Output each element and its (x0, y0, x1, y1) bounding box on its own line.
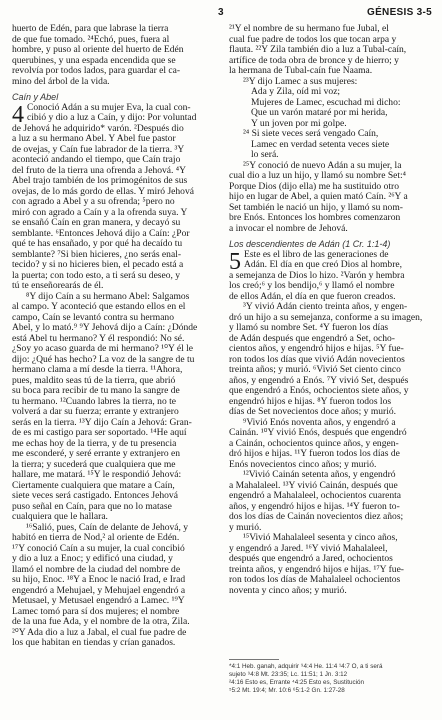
poetry-line: lo será. (251, 149, 279, 160)
text-line: la hermana de Tubal-caín fue Naama. (229, 65, 373, 76)
text-line: su hijo, Enoc. ¹⁸Y a Enoc le nació Irad, e Irad (12, 574, 186, 585)
text-line: a Cainán, ochocientos quince años, y engen- (229, 437, 399, 449)
text-line: ovejas, de lo más gordo de ellas. Y miró Jehová (12, 185, 194, 197)
text-line: al campo. Y aconteció que estando ellos en el (12, 301, 186, 312)
text-line: ²⁴ Si siete veces será vengado Caín, (243, 128, 379, 139)
text-line: habitó en tierra de Nod,² al oriente de Edén. (12, 532, 180, 543)
footnote-line: *4:1 Heb. ganah, adquirir ⁹4:4 He. 11:4 ¹4:7 O, a ti será (229, 663, 383, 670)
text-line: ¿Soy yo acaso guarda de mi hermano? ¹⁰Y él le (12, 343, 194, 354)
text-line: y llamó su nombre Set. ⁴Y fueron los días (229, 322, 389, 333)
text-line: Ciertamente cualquiera que matare a Caín, (12, 479, 175, 491)
text-line: semblante? ⁷Si bien hicieres, ¿no serás enal- (12, 248, 182, 260)
text-line: ²⁰Y Ada dio a luz a Jabal, el cual fue padre de (12, 626, 187, 638)
text-line: su boca para recibir de tu mano la sangre de (12, 385, 180, 396)
text-line: Metusael, y Metusael engendró a Lamec. ¹⁹Y (12, 595, 185, 606)
text-line: cualquiera que le hallara. (12, 511, 108, 522)
text-line: y dio a luz a Enoc; y edificó una ciudad, y (12, 553, 173, 564)
text-line: Enós novecientos cinco años; y murió. (229, 458, 377, 470)
text-line: hermano clama a mí desde la tierra. ¹¹Ahora, (12, 364, 183, 375)
text-line: treinta años, y engendró hijos e hijas. ¹⁷Y fue- (229, 563, 404, 575)
text-line: cibió y dio a luz a Caín, y dijo: Por voluntad (27, 112, 197, 123)
text-line: ²⁵Y conoció de nuevo Adán a su mujer, la (243, 159, 402, 171)
text-line: la tierra; y sucederá que cualquiera que me (12, 458, 176, 470)
text-line: Adán. El día en que creó Dios al hombre, (244, 259, 403, 270)
text-line: de es mi castigo para ser soportado. ¹⁴He aquí (12, 427, 187, 438)
verse-text: Conoció Adán a su mujer Eva, la cual con- (27, 101, 191, 113)
text-line: ron todos los días de Mahalaleel ochocientos (229, 574, 401, 585)
running-head: GÉNESIS 3-5 (367, 7, 432, 18)
text-line: Porque Dios (dijo ella) me ha sustituido otro (229, 180, 399, 192)
text-line: aconteció andando el tiempo, que Caín trajo (12, 154, 181, 165)
text-line: años, y engendró hijos e hijas. ¹⁴Y fueron to- (229, 500, 400, 512)
poetry-line: Que un varón mataré por mi herida, (251, 107, 388, 118)
text-line: la puerta; con todo esto, a ti será su deseo, y (12, 269, 181, 281)
text-line: qué te has ensañado, y por qué ha decaído tu (12, 238, 183, 249)
text-line: engendró a Mahalaleel, ochocientos cuarenta (229, 490, 402, 501)
text-line: flauta. ²²Y Zila también dio a luz a Tubal-caín, (229, 44, 407, 55)
footnote-line: ⁵5:2 Mt. 19:4; Mr. 10:6 ⁶5:1-2 Gn. 1:27-28 (229, 687, 345, 694)
text-line: tú te enseñorearás de él. (12, 280, 104, 291)
text-line: los creó;⁶ y los bendijo,⁶ y llamó el nombre (229, 280, 395, 291)
text-line: a invocar el nombre de Jehová. (229, 222, 348, 234)
text-line: cual fue padre de todos los que tocan arpa y (229, 33, 397, 45)
text-line: ²¹Y el nombre de su hermano fue Jubal, el (229, 23, 389, 34)
text-line: ³Y vivió Adán ciento treinta años, y engen- (243, 301, 408, 312)
text-line: mino del árbol de la vida. (12, 75, 110, 87)
text-line: dró hijos e hijas. ¹¹Y fueron todos los días de (229, 448, 400, 459)
text-line: campo, Caín se levantó contra su hermano (12, 311, 174, 323)
text-line: de ovejas, y Caín fue labrador de la tierra. ³Y (12, 143, 185, 155)
chapter-number: 4 (12, 101, 24, 128)
text-line: volverá a dar su fuerza; errante y extranjero (12, 406, 179, 417)
text-line: ²³Y dijo Lamec a sus mujeres: (243, 75, 358, 87)
text-line: a semejanza de Dios lo hizo. ²Varón y hembra (229, 269, 405, 281)
text-line: del fruto de la tierra una ofrenda a Jehová. ⁴Y (12, 164, 187, 176)
verse-text: Este es el libro de las generaciones de (244, 248, 389, 260)
text-line: dró un hijo a su semejanza, conforme a su imagen, (229, 311, 423, 323)
text-line: miró con agrado a Caín y a la ofrenda suya. Y (12, 206, 188, 218)
text-line: semblante. ⁶Entonces Jehová dijo a Caín: ¿Por (12, 227, 190, 239)
text-line: huerto de Edén, para que labrase la tierra (12, 23, 169, 34)
footnote-line: sujeto ⁹4:8 Mt. 23:35; Lc. 11:51; 1 Jn. 3:12 (229, 671, 348, 678)
text-line: los que habitan en tiendas y crían ganados. (12, 637, 176, 648)
text-line: serás en la tierra. ¹³Y dijo Caín a Jehová: Gran- (12, 416, 192, 428)
text-line: de Jehová he adquirido* varón. ²Después dio (12, 122, 184, 134)
text-line: querubines, y una espada encendida que se (12, 54, 176, 66)
text-line: hallare, me matará. ¹⁵Y le respondió Jehová: (12, 469, 182, 480)
text-line: revolvía por todos lados, para guardar el ca- (12, 65, 181, 76)
text-line: noventa y cinco años; y murió. (229, 584, 347, 596)
text-line: que engendró a Enós, ochocientos siete años, y (229, 385, 409, 396)
text-line: engendró hijos e hijas. ⁸Y fueron todos los (229, 395, 392, 407)
page-header (0, 0, 442, 22)
text-line: Abel trajo también de los primogénitos de sus (12, 175, 188, 186)
text-line: de ellos Adán, el día en que fueron creados. (229, 290, 396, 302)
text-line: ¹⁶Salió, pues, Caín de delante de Jehová, y (26, 521, 189, 533)
text-line: ron todos los días que vivió Adán novecientos (229, 353, 405, 365)
text-line: a Mahalaleel. ¹³Y vivió Cainán, después que (229, 479, 398, 491)
text-line: días de Set novecientos doce años; y murió. (229, 406, 397, 417)
poetry-line: Lamec en verdad setenta veces siete (251, 138, 390, 150)
text-line: engendró a Mehujael, y Mehujael engendró a (12, 584, 186, 596)
text-line: tu hermano. ¹²Cuando labres la tierra, no te (12, 395, 176, 407)
text-line: cual dio a luz un hijo, y llamó su nombre Set:⁴ (229, 170, 406, 181)
page-number: 3 (218, 7, 224, 18)
text-line: cientos años, y engendró hijos e hijas. ⁵Y fue- (229, 343, 404, 354)
footnote-line: ²4:16 Esto es, Errante ⁴4:25 Esto es, Sustitución (229, 679, 365, 686)
text-line: me esconderé, y seré errante y extranjero en (12, 448, 181, 459)
text-line: ⁹Vivió Enós noventa años, y engendró a (243, 416, 396, 428)
text-line: a luz a su hermano Abel. Y Abel fue pastor (12, 133, 176, 144)
text-line: se ensañó Caín en gran manera, y decayó su (12, 217, 181, 228)
text-line: años, y engendró a Enós. ⁷Y vivió Set, después (229, 374, 409, 386)
text-line: con agrado a Abel y a su ofrenda; ⁵pero no (12, 196, 175, 207)
text-line: pues, maldito seas tú de la tierra, que abrió (12, 374, 176, 386)
text-line: llamó el nombre de la ciudad del nombre de (12, 563, 181, 575)
text-line: está Abel tu hermano? Y él respondió: No sé. (12, 332, 185, 344)
text-line: treinta años; y murió. ⁶Vivió Set ciento cinco (229, 364, 401, 375)
text-line: tecido? y si no hicieres bien, el pecado está a (12, 259, 184, 270)
text-line: Lamec tomó para sí dos mujeres; el nombre (12, 605, 180, 617)
footnote-divider (229, 659, 279, 660)
text-line: bre Enós. Entonces los hombres comenzaron (229, 212, 401, 223)
text-line: puso señal en Caín, para que no lo matase (12, 500, 172, 512)
text-line: ¹⁵Vivió Mahalaleel sesenta y cinco años, (243, 532, 398, 543)
text-line: me echas hoy de la tierra, y de tu presencia (12, 437, 177, 449)
text-line: hombre, y puso al oriente del huerto de Edén (12, 44, 184, 55)
text-line: dijo: ¿Qué has hecho? La voz de la sangre de tu (12, 353, 195, 365)
right-column (229, 24, 433, 596)
text-line: Set también le nació un hijo, y llamó su nom- (229, 201, 403, 213)
left-column (12, 24, 217, 649)
text-line: artífice de toda obra de bronce y de hierro; y (229, 54, 399, 66)
text-line: siete veces será castigado. Entonces Jehová (12, 490, 178, 501)
text-line: después que engendró a Jared, ochocientos (229, 553, 393, 564)
text-line: ⁸Y dijo Caín a su hermano Abel: Salgamos (26, 290, 190, 302)
chapter-number: 5 (229, 248, 241, 275)
text-line: de que fue tomado. ²⁴Echó, pues, fuera al (12, 33, 170, 45)
text-line: Cainán. ¹⁰Y vivió Enós, después que engendró (229, 427, 407, 438)
section-heading: Caín y Abel (12, 92, 59, 102)
section-heading: Los descendientes de Adán (1 Cr. 1:1-4) (229, 239, 391, 249)
text-line: ¹⁷Y conoció Caín a su mujer, la cual concibió (12, 542, 185, 554)
text-line: y murió. (229, 521, 262, 533)
poetry-line: Ada y Zila, oíd mi voz; (251, 86, 341, 97)
text-line: de la una fue Ada, y el nombre de la otra, Zila. (12, 616, 190, 627)
poetry-line: Y un joven por mi golpe. (251, 117, 347, 129)
text-line: dos los días de Cainán novecientos diez años; (229, 511, 404, 522)
text-line: ¹²Vivió Cainán setenta años, y engendró (243, 469, 396, 480)
footnotes (229, 663, 433, 695)
poetry-line: Mujeres de Lamec, escuchad mi dicho: (251, 96, 401, 108)
text-line: hijo en lugar de Abel, a quien mató Caín. ²⁶Y a (229, 191, 408, 202)
text-line: de Adán después que engendró a Set, ocho- (229, 332, 395, 344)
text-line: y engendró a Jared. ¹⁶Y vivió Mahalaleel, (229, 542, 388, 554)
text-line: Abel, y lo mató.⁹ ⁹Y Jehová dijo a Caín: ¿Dónde (12, 322, 198, 333)
